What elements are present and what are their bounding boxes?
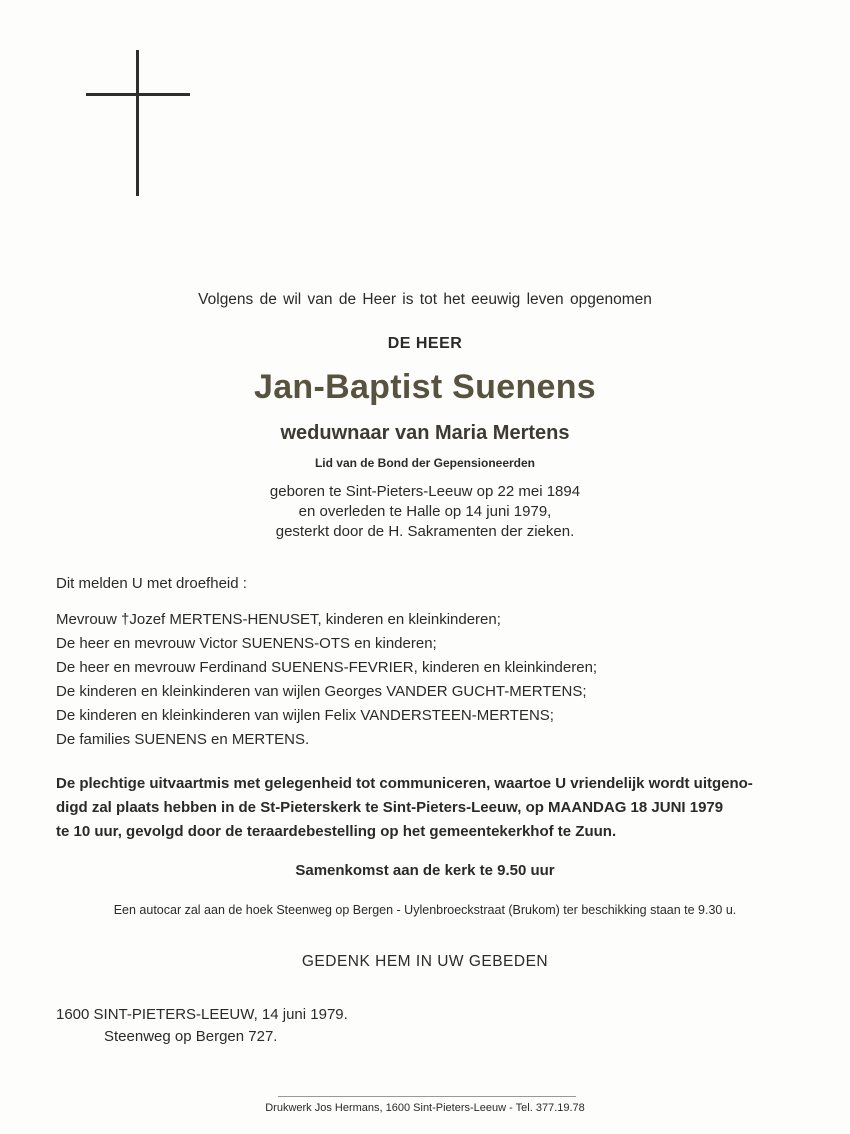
announcement-line: Dit melden U met droefheid : <box>56 575 247 592</box>
intro-line: Volgens de wil van de Heer is tot het eeuwig leven opgenomen <box>198 291 652 308</box>
gathering-line: Samenkomst aan de kerk te 9.50 uur <box>295 862 555 879</box>
death-line: en overleden te Halle op 14 juni 1979, <box>298 503 552 520</box>
service-line: De plechtige uitvaartmis met gelegenheid tot communiceren, waartoe U vriendelijk wordt uitgeno- <box>56 775 753 792</box>
widower-line: weduwnaar van Maria Mertens <box>280 422 570 444</box>
family-line: De heer en mevrouw Ferdinand SUENENS-FEVRIER, kinderen en kleinkinderen; <box>56 659 598 676</box>
service-line: digd zal plaats hebben in de St-Pieterskerk te Sint-Pieters-Leeuw, op MAANDAG 18 JUNI 1979 <box>56 799 724 816</box>
printer-credit: Drukwerk Jos Hermans, 1600 Sint-Pieters-Leeuw - Tel. 377.19.78 <box>265 1102 585 1114</box>
bus-note: Een autocar zal aan de hoek Steenweg op Bergen - Uylenbroeckstraat (Brukom) ter beschikking staan te 9.30 u. <box>113 903 737 917</box>
deceased-name: Jan-Baptist Suenens <box>254 368 596 406</box>
membership-line: Lid van de Bond der Gepensioneerden <box>314 456 536 470</box>
cross-vertical-bar <box>136 50 139 196</box>
birth-line: geboren te Sint-Pieters-Leeuw op 22 mei 1894 <box>269 483 581 500</box>
family-line: De kinderen en kleinkinderen van wijlen Georges VANDER GUCHT-MERTENS; <box>56 683 587 700</box>
service-line: te 10 uur, gevolgd door de teraardebestelling op het gemeentekerkhof te Zuun. <box>56 823 617 840</box>
sacrament-line: gesterkt door de H. Sakramenten der zieken. <box>275 523 575 540</box>
remember-line: GEDENK HEM IN UW GEBEDEN <box>301 953 549 970</box>
footer-divider <box>278 1096 576 1097</box>
family-line: De heer en mevrouw Victor SUENENS-OTS en kinderen; <box>56 635 437 652</box>
cross-icon <box>86 50 190 196</box>
family-line: De kinderen en kleinkinderen van wijlen Felix VANDERSTEEN-MERTENS; <box>56 707 554 724</box>
cross-horizontal-bar <box>86 93 190 96</box>
address-line: Steenweg op Bergen 727. <box>104 1028 278 1045</box>
honorific: DE HEER <box>387 335 463 352</box>
family-line: Mevrouw †Jozef MERTENS-HENUSET, kinderen en kleinkinderen; <box>56 611 501 628</box>
place-date-line: 1600 SINT-PIETERS-LEEUW, 14 juni 1979. <box>56 1006 348 1023</box>
family-line: De families SUENENS en MERTENS. <box>56 731 310 748</box>
